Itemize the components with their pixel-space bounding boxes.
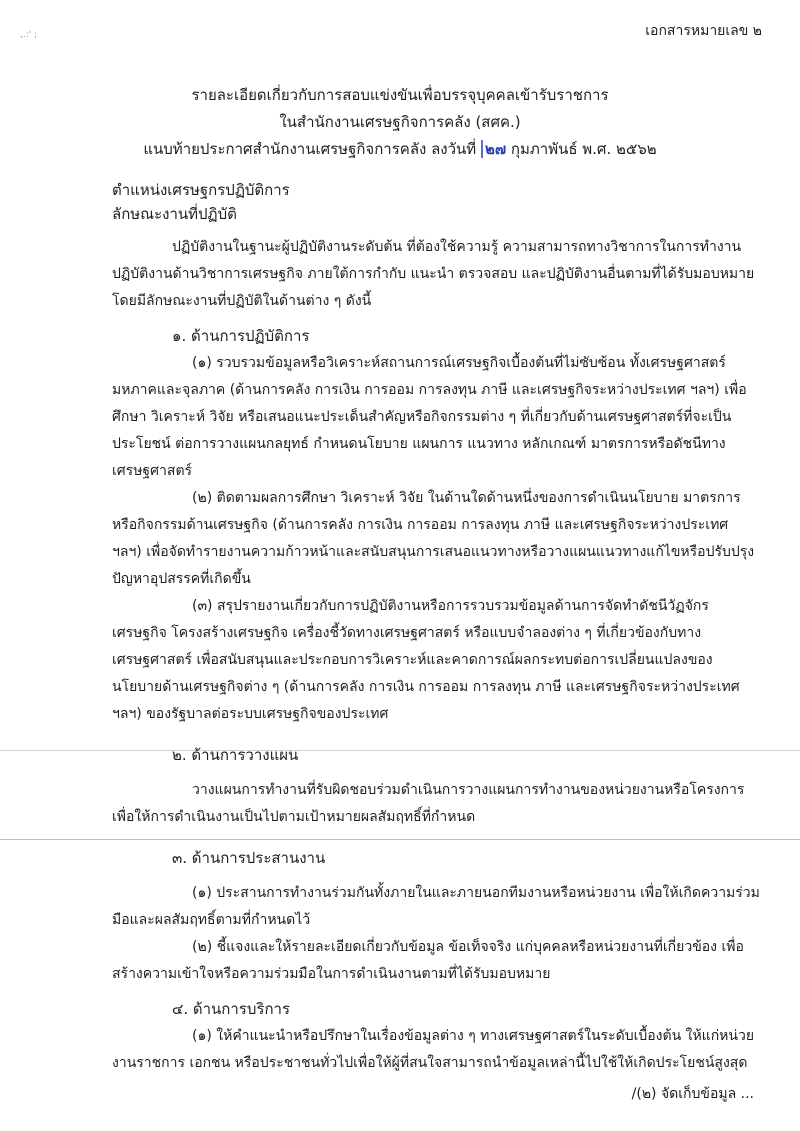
document-number: เอกสารหมายเลข ๒ [645, 23, 762, 39]
title-line-3-prefix: แนบท้ายประกาศสำนักงานเศรษฐกิจการคลัง ลงวันที่ [143, 140, 477, 158]
position-title: ตำแหน่งเศรษฐกรปฏิบัติการ [112, 181, 290, 199]
section-item: (๒) ติดตามผลการศึกษา วิเคราะห์ วิจัย ในด้านใดด้านหนึ่งของการดำเนินนโยบาย มาตรการหรือกิจกรรมด้านเศรษฐกิจ (ด้านการคลัง การเงิน การออม การลงทุน ภาษี และเศรษฐกิจระหว่างประเทศ ฯลฯ) เพื่อจัดทำรายงานความก้าวหน้าและสนับสนุนการเสนอแนวทางหรือวางแผนแนวทางแก้ไขหรือปรับปรุงปัญหาอุปสรรคที่เกิดขึ้น [112, 490, 755, 587]
section-item: (๓) สรุปรายงานเกี่ยวกับการปฏิบัติงานหรือการรวบรวมข้อมูลด้านการจัดทำดัชนีวัฏจักรเศรษฐกิจ โครงสร้างเศรษฐกิจ เครื่องชี้วัดทางเศรษฐศาสตร์ หรือแบบจำลองต่าง ๆ ที่เกี่ยวข้องกับทางเศรษฐศาสตร์ เพื่อสนับสนุนและประกอบการวิเคราะห์และคาดการณ์ผลกระทบต่อการเปลี่ยนแปลงของนโยบายด้านเศรษฐกิจต่าง ๆ (ด้านการคลัง การเงิน การออม การลงทุน ภาษี และเศรษฐกิจระหว่างประเทศ ฯลฯ) ของรัฐบาลต่อระบบเศรษฐกิจของประเทศ [112, 598, 740, 722]
title-line-1: รายละเอียดเกี่ยวกับการสอบแข่งขันเพื่อบรรจุบุคคลเข้ารับราชการ [191, 86, 609, 104]
document-body [112, 178, 760, 1077]
section-heading: ๒. ด้านการวางแผน [172, 746, 299, 764]
section-item: (๑) ประสานการทำงานร่วมกันทั้งภายในและภายนอกทีมงานหรือหน่วยงาน เพื่อให้เกิดความร่วมมือและผลสัมฤทธิ์ตามที่กำหนดไว้ [112, 885, 760, 928]
section-heading: ๑. ด้านการปฏิบัติการ [172, 327, 310, 345]
section-item: วางแผนการทำงานที่รับผิดชอบร่วมดำเนินการวางแผนการทำงานของหน่วยงานหรือโครงการ เพื่อให้การดำเนินงานเป็นไปตามเป้าหมายผลสัมฤทธิ์ที่กำหนด [112, 782, 745, 825]
title-line-2: ในสำนักงานเศรษฐกิจการคลัง (สศค.) [279, 113, 521, 131]
position-subtitle: ลักษณะงานที่ปฏิบัติ [112, 205, 237, 223]
handwritten-date: ๒๗ [481, 140, 506, 158]
section-item: (๑) รวบรวมข้อมูลหรือวิเคราะห์สถานการณ์เศรษฐกิจเบื้องต้นที่ไม่ซับซ้อน ทั้งเศรษฐศาสตร์มหภาคและจุลภาค (ด้านการคลัง การเงิน การออม การลงทุน ภาษี และเศรษฐกิจระหว่างประเทศ ฯลฯ) เพื่อศึกษา วิเคราะห์ วิจัย หรือเสนอแนะประเด็นสำคัญหรือกิจกรรมต่าง ๆ ที่เกี่ยวกับด้านเศรษฐศาสตร์ที่จะเป็นประโยชน์ ต่อการวางแผนกลยุทธ์ กำหนดนโยบาย แผนการ แนวทาง หลักเกณฑ์ มาตรการหรือดัชนีทางเศรษฐศาสตร์ [112, 355, 747, 479]
section-item: (๒) ชี้แจงและให้รายละเอียดเกี่ยวกับข้อมูล ข้อเท็จจริง แก่บุคคลหรือหน่วยงานที่เกี่ยวข้อง เพื่อสร้างความเข้าใจหรือความร่วมมือในการดำเนินงานตามที่ได้รับมอบหมาย [112, 939, 744, 982]
title-line-3 [0, 136, 800, 163]
section-operations [112, 323, 760, 728]
section-heading: ๓. ด้านการประสานงาน [172, 849, 326, 867]
section-service [112, 996, 760, 1077]
scan-artifact: ,.:' ; [20, 30, 38, 40]
continuation-note: /(๒) จัดเก็บข้อมูล ... [631, 1086, 754, 1102]
document-title [0, 82, 800, 163]
section-planning [112, 742, 760, 831]
position-intro: ปฏิบัติงานในฐานะผู้ปฏิบัติงานระดับต้น ที่ต้องใช้ความรู้ ความสามารถทางวิชาการในการทำงาน ปฏิบัติงานด้านวิชาการเศรษฐกิจ ภายใต้การกำกับ แนะนำ ตรวจสอบ และปฏิบัติงานอื่นตามที่ได้รับมอบหมาย โดยมีลักษณะงานที่ปฏิบัติในด้านต่าง ๆ ดังนี้ [112, 239, 755, 309]
title-line-3-suffix: กุมภาพันธ์ พ.ศ. ๒๕๖๒ [510, 140, 657, 158]
section-heading: ๔. ด้านการบริการ [172, 1000, 291, 1018]
section-coordination [112, 845, 760, 988]
section-item: (๑) ให้คำแนะนำหรือปรึกษาในเรื่องข้อมูลต่าง ๆ ทางเศรษฐศาสตร์ในระดับเบื้องต้น ให้แก่หน่วยงานราชการ เอกชน หรือประชาชนทั่วไปเพื่อให้ผู้ที่สนใจสามารถนำข้อมูลเหล่านี้ไปใช้ให้เกิดประโยชน์สูงสุด [112, 1028, 755, 1071]
